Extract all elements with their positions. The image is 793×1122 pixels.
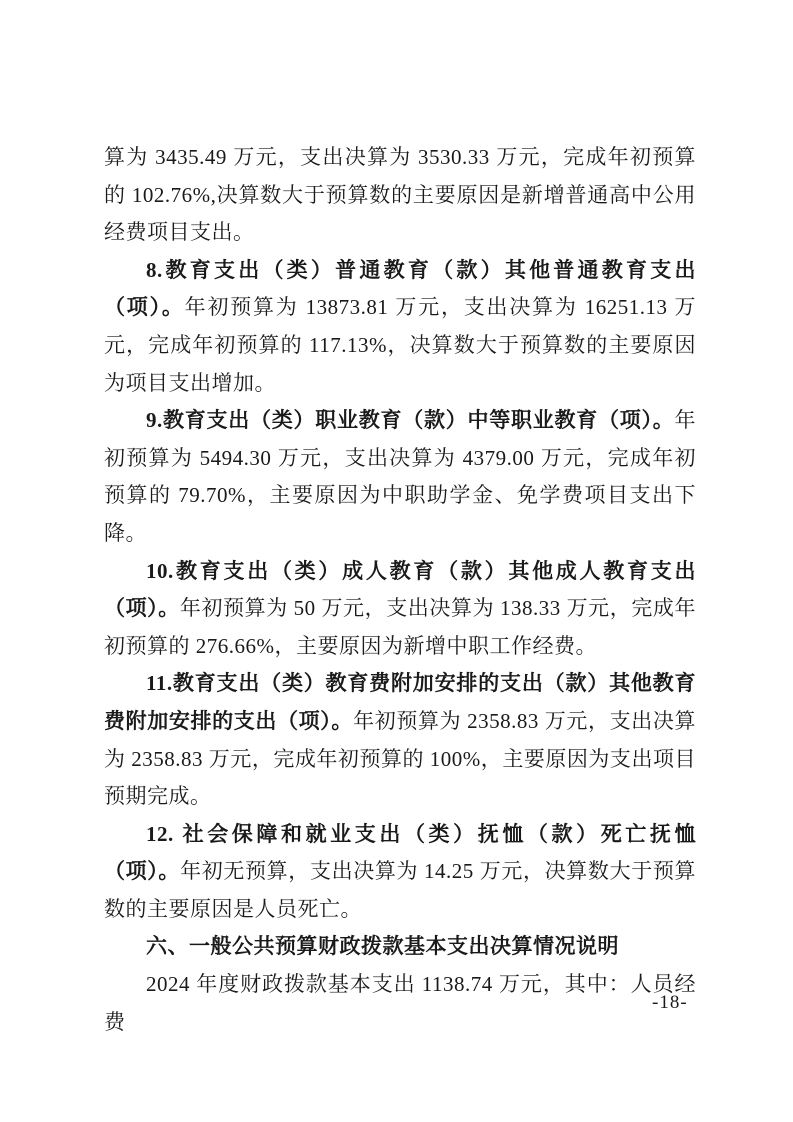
item-8-title: 8.教育支出（类）普通教育（款）其他普通教育支出（项）。	[104, 257, 696, 320]
item-9-body: 年初预算为 5494.30 万元，支出决算为 4379.00 万元，完成年初预算的 79.70%，主要原因为中职助学金、免学费项目支出下降。	[104, 408, 696, 545]
item-9-title: 9.教育支出（类）职业教育（款）中等职业教育（项）。	[146, 408, 675, 433]
item-10-title: 10.教育支出（类）成人教育（款）其他成人教育支出（项）。	[104, 558, 696, 621]
section-heading-six: 六、一般公共预算财政拨款基本支出决算情况说明	[146, 935, 619, 959]
document-body	[104, 139, 696, 1041]
item-11-title: 11.教育支出（类）教育费附加安排的支出（款）其他教育费附加安排的支出（项）。	[104, 671, 696, 733]
paragraph-item-10	[104, 553, 696, 666]
paragraph-item-11	[104, 665, 696, 815]
item-10-body: 年初预算为 50 万元，支出决算为 138.33 万元，完成年初预算的 276.66%，主要原因为新增中职工作经费。	[104, 596, 697, 658]
paragraph-item-8	[104, 252, 696, 402]
paragraph-item-9	[104, 402, 696, 552]
paragraph-continuation-text: 算为 3435.49 万元，支出决算为 3530.33 万元，完成年初预算的 102.76%,决算数大于预算数的主要原因是新增普通高中公用经费项目支出。	[104, 145, 696, 245]
item-8-body: 年初预算为 13873.81 万元，支出决算为 16251.13 万元，完成年初预算的 117.13%，决算数大于预算数的主要原因为项目支出增加。	[104, 295, 697, 395]
item-12-title: 12. 社会保障和就业支出（类）抚恤（款）死亡抚恤（项）。	[104, 821, 696, 884]
item-11-body: 年初预算为 2358.83 万元，支出决算为 2358.83 万元，完成年初预算的 100%，主要原因为支出项目预期完成。	[104, 708, 697, 809]
page-number: -18-	[652, 992, 688, 1013]
paragraph-continuation	[104, 139, 696, 252]
paragraph-basic-expenditure: 2024 年度财政拨款基本支出 1138.74 万元，其中：人员经费	[104, 972, 696, 1034]
item-12-body: 年初无预算，支出决算为 14.25 万元，决算数大于预算数的主要原因是人员死亡。	[104, 859, 696, 921]
paragraph-item-12	[104, 816, 696, 929]
